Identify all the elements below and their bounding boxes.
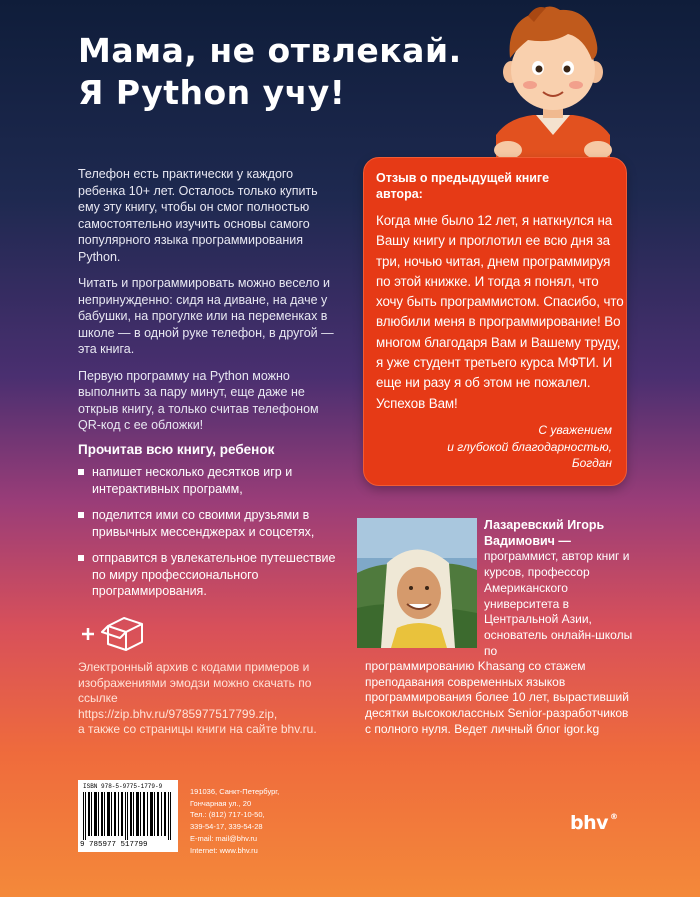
intro-paragraph-2: Читать и программировать можно весело и непринужденно: сидя на диване, на даче у бабушки, на прогулке или на переменках в школе — в одной руке телефон, в другой — эта книга. [78,276,334,356]
author-intro [484,518,634,659]
archive-link[interactable]: https://zip.bhv.ru/9785977517799.zip, [78,706,278,721]
benefits-heading: Прочитав всю книгу, ребенок [78,442,275,457]
title-line-1: Мама, не отвлекай. [78,31,462,70]
barcode-bars [83,792,173,840]
boy-illustration [488,0,618,165]
intro-text [78,166,343,444]
publisher-phone-2: 339-54-17, 339-54-28 [190,822,263,832]
bullet-icon [78,555,84,561]
publisher-address-1: 191036, Санкт-Петербург, [190,787,280,796]
book-title [78,30,462,114]
plus-box-icon [78,612,150,652]
title-line-2: Я Python учу! [78,73,346,112]
registered-mark: ® [610,812,618,821]
benefit-text: напишет несколько десятков игр и интерактивных программ, [92,465,293,496]
bhv-logo [570,812,618,834]
review-signature [447,422,612,472]
ean-digits: 9 785977 517799 [80,841,148,849]
barcode [78,780,178,852]
archive-info [78,660,318,738]
site-link[interactable]: bhv.ru. [280,722,317,736]
signature-line-3: Богдан [571,456,612,470]
list-item [78,550,348,600]
archive-text: Электронный архив с кодами примеров и изображениями эмодзи можно скачать по ссылке [78,660,312,705]
list-item [78,464,348,497]
publisher-phone-1: Тел.: (812) 717-10-50, [190,810,265,820]
author-photo [357,518,477,648]
author-name: Лазаревский Игорь Вадимович — [484,518,605,548]
review-card [363,157,627,486]
publisher-website: Internet: www.bhv.ru [190,845,258,855]
publisher-info [190,786,310,856]
signature-line-1: С уважением [538,423,612,437]
publisher-email: E-mail: mail@bhv.ru [190,833,258,843]
list-item [78,507,348,540]
benefit-text: отправится в увлекательное путешествие по миру профессионального программирования. [92,551,336,598]
publisher-address-2: Гончарная ул., 20 [190,798,252,808]
archive-text-2: а также со страницы книги на сайте [78,722,278,736]
author-bio-short: программист, автор книг и курсов, профессор Американского университета в Центральной Азии, основатель онлайн-школы по [484,549,633,658]
review-heading: Отзыв о предыдущей книге автора: [376,171,550,201]
intro-paragraph-1: Телефон есть практически у каждого ребенка 10+ лет. Осталось только купить ему эту книгу, чтобы он смог полностью самостоятельно изучить основы самого популярного языка программирования Python. [78,167,318,264]
benefit-text: поделится ими со своими друзьями в привычных мессенджерах и соцсетях, [92,508,315,539]
bullet-icon [78,469,84,475]
review-text: Когда мне было 12 лет, я наткнулся на Вашу книгу и проглотил ее всю дня за три, ночью читая, днем программируя по этой книжке. И тогда я понял, что хочу быть программистом. Спасибо, что влюбили меня в программирование! Во многом благодаря Вам и Вашему труду, я уже студент третьего курса МФТИ. И еще ни разу я об этом не пожалел. Успехов Вам! [376,213,624,411]
author-bio-long: программированию Khasang со стажем преподавания современных языков программирования более 10 лет, вырастивший десятки высококлассных Senior-разработчиков с полного нуля. Ведет личный блог igor.kg [365,659,629,736]
bhv-logo-text: bhv [570,812,609,834]
benefits-list [78,464,348,610]
bullet-icon [78,512,84,518]
isbn-number: ISBN 978-5-9775-1779-9 [83,783,163,790]
intro-paragraph-3: Первую программу на Python можно выполнить за пару минут, еще даже не открыв книгу, а только считав телефоном QR-код с ее обложки! [78,368,319,432]
signature-line-2: и глубокой благодарностью, [447,439,612,454]
